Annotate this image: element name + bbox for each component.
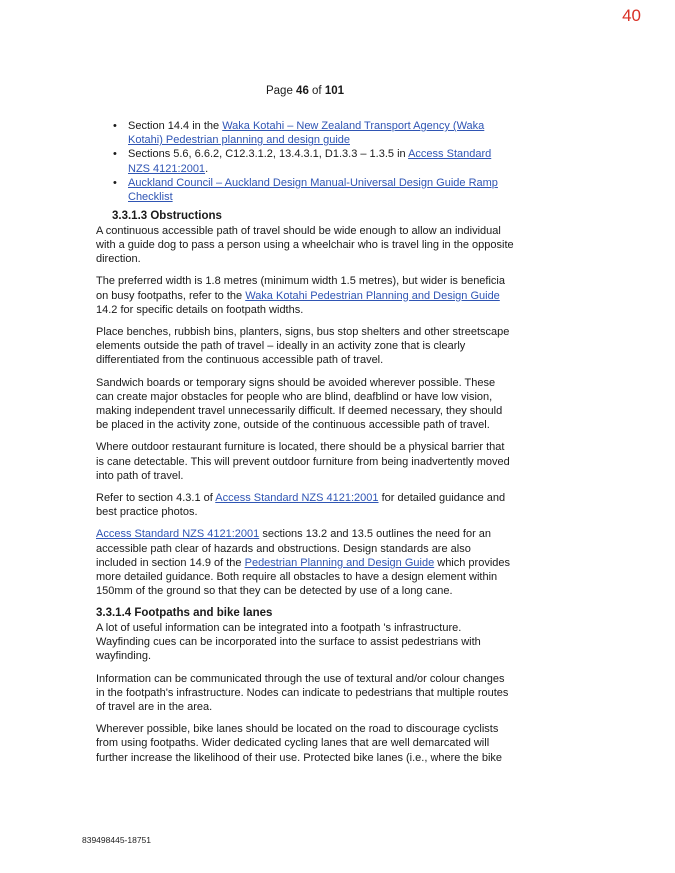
reference-list — [96, 119, 514, 204]
paragraph: Wherever possible, bike lanes should be located on the road to discourage cyclists from using footpaths. Wider dedicated cycling lanes that are well demarcated will further increase the likelihood of their use. Protected bike lanes (i.e., where the bike — [96, 723, 503, 764]
document-id-footer: 839498445-18751 — [82, 835, 152, 845]
page-prefix: Page — [265, 85, 297, 97]
paragraph-text: for detailed guidance and best practice photos. — [96, 491, 506, 519]
bullet-text: . — [205, 162, 209, 175]
link-pedestrian-guide[interactable]: Waka Kotahi Pedestrian Planning and Design Guide — [245, 289, 500, 302]
list-item — [128, 176, 514, 204]
paragraph-text: Refer to section 4.3.1 of — [96, 491, 216, 504]
section-heading-obstructions: 3.3.1.3 Obstructions — [112, 210, 222, 223]
paragraph: Place benches, rubbish bins, planters, signs, bus stop shelters and other streetscape elements outside the path of travel – ideally in an activity zone that is clearly differentiated from the continuous accessible path of travel. — [96, 325, 510, 367]
link-waka-kotahi-guide[interactable]: Waka Kotahi – New Zealand Transport Agency (Waka Kotahi) Pedestrian planning and design guide — [128, 120, 485, 147]
link-pedestrian-guide[interactable]: Pedestrian Planning and Design Guide — [244, 556, 435, 569]
paragraph: Where outdoor restaurant furniture is located, there should be a physical barrier that is cane detectable. This will prevent outdoor furniture from being inadvertently moved into path of travel. — [96, 441, 510, 482]
link-access-standard[interactable]: Access Standard NZS 4121:2001 — [215, 491, 379, 504]
list-item — [128, 147, 514, 175]
page-of: of — [308, 85, 325, 97]
paragraph-text: sections 13.2 and 13.5 outlines the need for an accessible path clear of hazards and obstructions. Design standards are also included in section 14.9 of the — [96, 528, 492, 569]
page-number-label — [0, 85, 610, 97]
paragraph — [96, 527, 514, 598]
paragraph-text: The preferred width is 1.8 metres (minimum width 1.5 metres), but wider is beneficia on busy footpaths, refer to the — [96, 275, 505, 302]
page-stamp-number: 40 — [622, 6, 641, 25]
link-auckland-council[interactable]: Auckland Council – Auckland Design Manual-Universal Design Guide Ramp Checklist — [128, 176, 498, 204]
page-current: 46 — [296, 85, 309, 97]
paragraph — [96, 274, 514, 317]
link-access-standard[interactable]: Access Standard NZS 4121:2001 — [128, 148, 492, 175]
document-body — [96, 119, 514, 773]
paragraph: A lot of useful information can be integrated into a footpath 's infrastructure. Wayfinding cues can be incorporated into the surface to assist pedestrians with wayfinding. — [96, 621, 481, 663]
bullet-text: Sections 5.6, 6.6.2, C12.3.1.2, 13.4.3.1, D1.3.3 – 1.3.5 in — [128, 148, 409, 161]
paragraph — [96, 491, 514, 519]
paragraph: Sandwich boards or temporary signs should be avoided wherever possible. These can create major obstacles for people who are blind, deafblind or have low vision, making independent travel unnecessarily difficult. If deemed necessary, they should be placed in the activity zone, outside of the continuous accessible path of travel. — [96, 376, 503, 432]
link-access-standard[interactable]: Access Standard NZS 4121:2001 — [96, 528, 260, 541]
paragraph: A continuous accessible path of travel should be wide enough to allow an individual with a guide dog to pass a person using a wheelchair who is travel ling in the opposite direction. — [96, 224, 514, 266]
bullet-text: Section 14.4 in the — [128, 120, 223, 132]
list-item — [128, 119, 514, 147]
paragraph-text: which provides more detailed guidance. Both require all obstacles to have a design element within 150mm of the ground so that they can be detected by use of a long cane. — [96, 556, 511, 598]
paragraph-text: 14.2 for specific details on footpath widths. — [96, 303, 304, 316]
page-total: 101 — [324, 85, 345, 97]
section-heading-footpaths: 3.3.1.4 Footpaths and bike lanes — [96, 607, 273, 620]
paragraph: Information can be communicated through the use of textural and/or colour changes in the footpath's infrastructure. Nodes can indicate to pedestrians that multiple routes of travel are in the area. — [96, 672, 509, 713]
